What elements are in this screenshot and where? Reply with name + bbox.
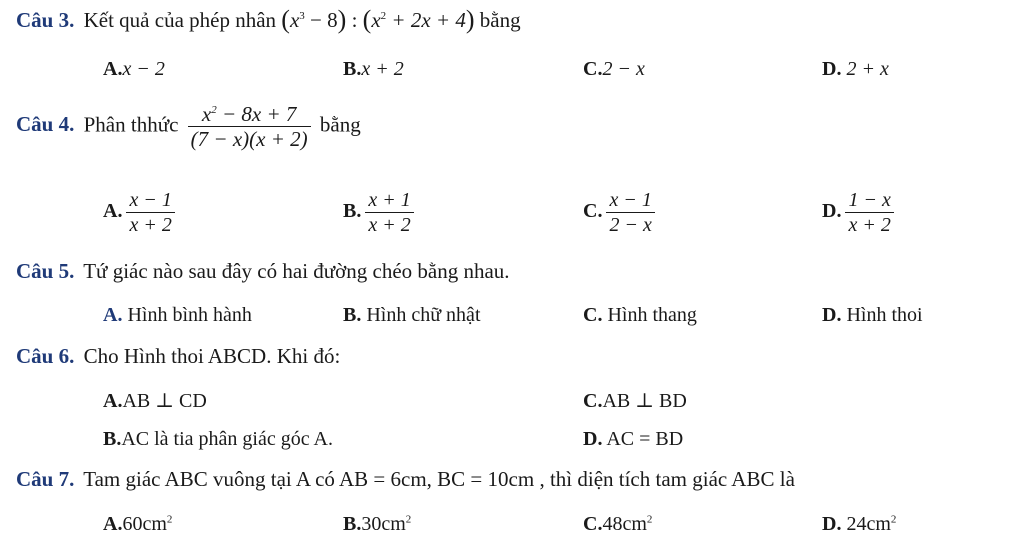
option-label: B. <box>103 428 122 450</box>
option-label: D. <box>583 428 603 450</box>
option[interactable] <box>583 304 697 327</box>
option[interactable] <box>103 388 207 413</box>
option[interactable] <box>583 188 659 237</box>
option[interactable] <box>583 428 683 451</box>
option-value: Hình thang <box>607 304 697 326</box>
question-number: Câu 4. <box>16 112 75 137</box>
question-text: bằng <box>319 112 361 137</box>
option-label: B. <box>343 304 362 326</box>
option[interactable] <box>822 513 896 536</box>
math-expression: AB = 6cm, BC = 10cm <box>339 467 535 491</box>
question-5 <box>16 259 510 284</box>
math-term: − 8x + 7 <box>216 102 297 126</box>
option[interactable] <box>583 513 652 536</box>
fraction-numerator: x − 1 <box>129 189 172 211</box>
option-value: AB ⊥ BD <box>602 390 687 412</box>
option[interactable] <box>103 428 333 451</box>
option-label: C. <box>583 200 603 223</box>
fraction-numerator: 1 − x <box>848 189 891 211</box>
option[interactable] <box>583 58 645 81</box>
question-number: Câu 5. <box>16 259 75 283</box>
exponent: 2 <box>380 10 387 22</box>
math-term: x <box>201 102 212 126</box>
option[interactable] <box>103 513 172 536</box>
math-term: x <box>371 8 381 32</box>
question-number: Câu 6. <box>16 344 75 368</box>
option-value: 60cm <box>122 513 167 535</box>
option[interactable] <box>822 188 898 237</box>
option-label: D. <box>822 513 842 535</box>
option-value: 2 + x <box>846 58 889 80</box>
option-value: Hình bình hành <box>127 304 252 326</box>
option-value: AC = BD <box>606 428 684 450</box>
option-value: x + 2 <box>361 58 404 80</box>
option-label: C. <box>583 58 603 80</box>
fraction-denominator: (7 − x)(x + 2) <box>188 126 311 151</box>
math-term: − 8 <box>304 8 338 32</box>
fraction-numerator: x + 1 <box>368 189 411 211</box>
option[interactable] <box>583 388 687 413</box>
fraction <box>188 102 311 151</box>
option-value: Hình chữ nhật <box>366 304 481 326</box>
option-value: 2 − x <box>602 58 645 80</box>
fraction-numerator: x − 1 <box>609 189 652 211</box>
option-label: D. <box>822 304 842 326</box>
question-6 <box>16 344 340 369</box>
question-text: Phân thhức <box>83 112 179 137</box>
option-value: AB ⊥ CD <box>122 390 207 412</box>
option-label: C. <box>583 390 603 412</box>
option[interactable] <box>103 188 179 237</box>
math-term: x <box>289 8 300 32</box>
question-number: Câu 7. <box>16 467 75 491</box>
option-label: A. <box>103 513 123 535</box>
fraction-denominator: 2 − x <box>606 212 654 237</box>
question-number: Câu 3. <box>16 8 75 32</box>
option-value: 30cm <box>361 513 406 535</box>
question-3: Câu 3. Kết quả của phép nhân $(x^3 - 8)$ : $(x^2 + 2x + 4)$ bằng <box>16 5 521 34</box>
exponent: 3 <box>299 10 305 22</box>
option[interactable] <box>343 58 404 81</box>
exponent: 2 <box>211 104 217 116</box>
option-label: A. <box>103 58 123 80</box>
option-label: A. <box>103 304 123 326</box>
exponent: 2 <box>166 513 173 526</box>
option-value: AC là tia phân giác góc A. <box>121 428 333 450</box>
math-term: + 2x + 4 <box>386 8 466 32</box>
question-text: , thì diện tích tam giác ABC là <box>539 467 795 491</box>
question-text: Tam giác ABC vuông tại A có <box>83 467 335 491</box>
option-label: A. <box>103 200 123 223</box>
option-value: Hình thoi <box>846 304 923 326</box>
question-text: Cho Hình thoi ABCD. Khi đó: <box>83 344 341 368</box>
option-label: C. <box>583 304 603 326</box>
option[interactable] <box>103 58 165 81</box>
question-text: Tứ giác nào sau đây có hai đường chéo bằng nhau. <box>83 259 510 283</box>
fraction-denominator: x + 2 <box>365 212 413 237</box>
colon: : <box>351 8 358 32</box>
option-label: B. <box>343 58 362 80</box>
option-label: C. <box>583 513 603 535</box>
option[interactable] <box>103 304 252 327</box>
option-label: A. <box>103 390 123 412</box>
option-label: D. <box>822 58 842 80</box>
fraction-denominator: x + 2 <box>126 212 174 237</box>
option-value: x − 2 <box>122 58 165 80</box>
option-value: 48cm <box>602 513 647 535</box>
option[interactable] <box>822 304 923 327</box>
option[interactable] <box>343 513 411 536</box>
option-value: 24cm <box>846 513 891 535</box>
question-text: Kết quả của phép nhân <box>83 8 277 32</box>
question-7 <box>16 467 795 492</box>
exponent: 2 <box>646 513 653 526</box>
option-label: D. <box>822 200 842 223</box>
option[interactable] <box>343 304 481 327</box>
exponent: 2 <box>890 513 897 526</box>
option[interactable] <box>343 188 418 237</box>
question-text: bằng <box>479 8 521 32</box>
option-label: B. <box>343 513 362 535</box>
exponent: 2 <box>405 513 412 526</box>
option-label: B. <box>343 200 362 223</box>
fraction-denominator: x + 2 <box>845 212 893 237</box>
option[interactable] <box>822 58 889 81</box>
question-4 <box>16 102 361 151</box>
